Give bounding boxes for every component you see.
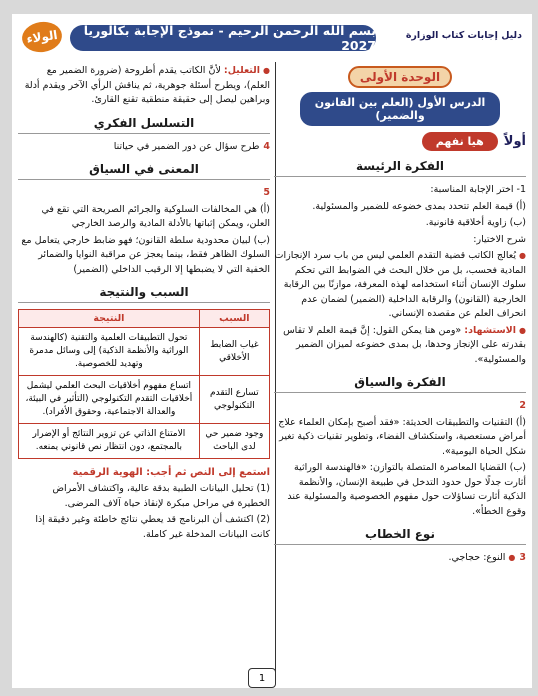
table-row bbox=[19, 328, 270, 376]
first-label: أولاً bbox=[503, 134, 526, 149]
cause-title: السبب والنتيجة bbox=[18, 285, 270, 303]
cause-effect-table bbox=[18, 309, 270, 459]
first-heading bbox=[274, 132, 526, 151]
justification: ● التعليل: لأنَّ الكاتب يقدم أطروحة (ضرورة الضمير مع العلم)، ويطرح أسئلة جوهرية، ثم يناقش الرأي الآخر ويقدم أدلة وبراهين ليصل إلى حقيقة منطقية تقنع القارئ. bbox=[18, 64, 270, 108]
table-row bbox=[19, 376, 270, 424]
document-page bbox=[12, 14, 532, 688]
listening-answer-1: (1) تحليل البيانات الطبية بدقة عالية، واكتشاف الأمراض الخطيرة في مراحل مبكرة لإنقاذ حياة آلاف المرضى. bbox=[52, 483, 270, 509]
left-column bbox=[18, 62, 270, 678]
speech-type: 3● النوع: حجاجي. bbox=[274, 551, 526, 566]
first-badge: هيا نفهم bbox=[422, 132, 498, 151]
table-header-result: النتيجة bbox=[19, 310, 200, 328]
sequence-item: 4طرح سؤال عن دور الضمير في حياتنا bbox=[113, 140, 270, 152]
table-cell-cause: وجود ضمير حي لدى الباحث bbox=[199, 424, 269, 459]
q1-option-b: (ب) زاوية أخلاقية قانونية. bbox=[425, 217, 526, 228]
listening-answer-2: (2) اكتشف أن البرنامج قد يعطي نتائج خاطئة وغير دقيقة إذا كانت البيانات المدخلة غير كاملة. bbox=[35, 514, 270, 540]
q5-number: 5 bbox=[263, 187, 270, 198]
meaning-b: (ب) لبيان محدودية سلطة القانون؛ فهو ضابط خارجي يتعامل مع السلوك الظاهر فقط، بينما يعجز عن مراقبة النوايا والضمائر الخفية التي لا يضبطها إلا الرقيب الداخلي (الضمير) bbox=[21, 234, 270, 275]
context-a: (أ) التقنيات والتطبيقات الحديثة: «فقد أصبح بإمكان العلماء علاج أمراض مستعصية، واستكشاف الفضاء، وتطوير تقنيات ذكية تغير شكل الحياة اليومية». bbox=[278, 416, 526, 457]
table-cell-result: اتساع مفهوم أخلاقيات البحث العلمي ليشمل أخلاقيات التقدم التكنولوجي (التأثير في البيئة، والعدالة الاجتماعية، وحقوق الأفراد). bbox=[19, 376, 200, 424]
meaning-title: المعنى في السياق bbox=[18, 162, 270, 180]
q2-number: 2 bbox=[519, 400, 526, 411]
cite-label: الاستشهاد: bbox=[464, 324, 517, 336]
explain-label: شرح الاختيار: bbox=[473, 233, 526, 245]
sequence-title: التسلسل الفكري bbox=[18, 116, 270, 134]
table-cell-cause: غياب الضابط الأخلاقي bbox=[199, 328, 269, 376]
citation bbox=[274, 324, 526, 368]
table-cell-result: الامتناع الذاتي عن تزوير النتائج أو الإضرار بالمجتمع، دون انتظار نص قانوني يمنعه. bbox=[19, 424, 200, 459]
table-cell-result: تحول التطبيقات العلمية والتقنية (كالهندسة الوراثية والأنظمة الذكية) إلى وسائل مدمرة وتهديد للخصوصية. bbox=[19, 328, 200, 376]
meaning-a: (أ) هي المخالفات السلوكية والجرائم الصريحة التي تقع في العلن، ويمكن إثباتها بالأدلة المادية والرصد الخارجي bbox=[41, 203, 270, 229]
q1-option-a: (أ) قيمة العلم تتحدد بمدى خضوعه للضمير والمسئولية. bbox=[312, 200, 526, 212]
publisher-logo: الولاء bbox=[20, 19, 64, 54]
header-title: بسم الله الرحمن الرحيم - نموذج الإجابة بكالوريا 2027 bbox=[70, 25, 376, 51]
q1-label: 1- اختر الإجابة المناسبة: bbox=[430, 184, 526, 195]
listening-title: استمع إلى النص ثم أجب: الهوية الرقمية bbox=[72, 467, 270, 478]
table-header-cause: السبب bbox=[199, 310, 269, 328]
context-title: الفكرة والسياق bbox=[274, 375, 526, 393]
unit-badge: الوحدة الأولى bbox=[348, 66, 452, 88]
cite-text: «ومن هنا يمكن القول: إنَّ قيمة العلم لا تقاس بقدرته على الإنجاز وحدها، بل بمدى خضوعه لميزان الضمير والمسئولية». bbox=[283, 324, 526, 365]
guide-label: دليل إجابات كتاب الوزارة bbox=[405, 30, 522, 41]
page-header bbox=[18, 22, 526, 54]
context-b: (ب) القضايا المعاصرة المتصلة بالتوازن: «فالهندسة الوراثية أثارت جدلًا حول حدود التدخل في طبيعة الإنسان، والأنظمة الذكية أثارت تساؤلات حول مفهوم الخصوصية والمسئولية عند وقوع الخطأ». bbox=[287, 462, 526, 517]
explain-text: ● يُعالج الكاتب قضية التقدم العلمي ليس من باب سرد الإنجازات المادية فحسب، بل من خلال البحث في الضوابط التي تحكم سلوك الإنسان أثناء استخدامه لهذه المعرفة، موازنًا بين الرقابة الخارجية (القانون) والرقابة الداخلية (الضمير) لضمان عدم انحراف العلم عن مقصده الإنساني. bbox=[274, 249, 526, 322]
lesson-badge: الدرس الأول (العلم بين القانون والضمير) bbox=[300, 92, 500, 126]
table-cell-cause: تسارع التقدم التكنولوجي bbox=[199, 376, 269, 424]
table-row bbox=[19, 424, 270, 459]
page-number: 1 bbox=[248, 668, 276, 688]
speech-type-title: نوع الخطاب bbox=[274, 527, 526, 545]
right-column bbox=[274, 62, 526, 678]
main-idea-title: الفكرة الرئيسة bbox=[274, 159, 526, 177]
